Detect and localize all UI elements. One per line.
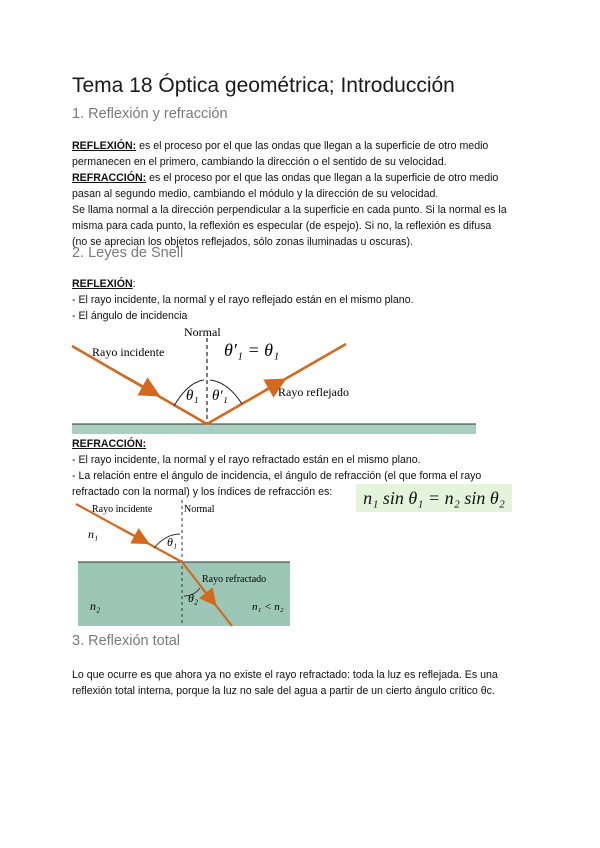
normal-label: Normal — [184, 325, 221, 339]
index-inequality-label: n₁ < n₂ — [252, 601, 284, 613]
reflected-ray-label: Rayo reflejado — [278, 385, 349, 399]
reflexion-definition-line1 — [72, 138, 542, 154]
snell-refraccion-keyword: REFRACCIÓN: — [72, 438, 147, 450]
section1-body — [72, 138, 542, 250]
theta1-prime-label: θ′₁ — [212, 388, 228, 404]
reflexion-law-item2: - El ángulo de incidencia — [72, 310, 188, 322]
reflection-figure — [64, 324, 484, 436]
medium-2 — [78, 562, 290, 626]
normal-definition-line3: (no se aprecian los objetos reflejados, sólo zonas iluminadas u oscuras). — [72, 236, 413, 248]
page-title: Tema 18 Óptica geométrica; Introducción — [72, 74, 455, 97]
refraccion-definition-line1 — [72, 170, 542, 186]
reflexion-total-line2: reflexión total interna, porque la luz no sale del agua a partir de un cierto ángulo crítico θc. — [72, 685, 495, 697]
refraccion-text: es el proceso por el que las ondas que llegan a la superficie de otro medio — [146, 172, 499, 184]
theta1-label: θ₁ — [167, 535, 178, 549]
refraction-figure — [72, 498, 290, 628]
reflexion-law-item1: - El rayo incidente, la normal y el rayo reflejado están en el mismo plano. — [72, 294, 414, 306]
reflexion-text: es el proceso por el que las ondas que llegan a la superficie de otro medio — [136, 140, 489, 152]
section3-body — [72, 667, 542, 699]
normal-definition-line1: Se llama normal a la dirección perpendicular a la superficie en cada punto. Si la normal es la — [72, 204, 507, 216]
snell-refraccion-title — [72, 436, 542, 452]
refraccion-keyword: REFRACCIÓN: — [72, 172, 147, 184]
snell-reflexion-block — [72, 276, 542, 324]
snell-reflexion-title — [72, 276, 542, 292]
reflection-equation: θ′₁ = θ₁ — [224, 340, 280, 360]
n1-label: n₁ — [88, 527, 99, 541]
incident-ray-label: Rayo incidente — [92, 345, 165, 359]
reflexion-total-line1: Lo que ocurre es que ahora ya no existe el rayo refractado: toda la luz es reflejada. Es una — [72, 669, 498, 681]
refracted-ray-label: Rayo refractado — [202, 574, 267, 585]
normal-label: Normal — [184, 504, 215, 515]
reflexion-keyword: REFLEXIÓN: — [72, 140, 137, 152]
snell-reflexion-colon: : — [132, 278, 136, 290]
incident-ray-label: Rayo incidente — [92, 504, 153, 515]
refraction-law-item2-line2: refractado con la normal) y los índices de refracción es: — [72, 486, 333, 498]
theta1-label: θ₁ — [186, 388, 199, 404]
section-heading-reflexion-total: 3. Reflexión total — [72, 633, 181, 649]
mirror-surface — [72, 424, 476, 434]
section-heading-reflexion-refraccion: 1. Reflexión y refracción — [72, 106, 228, 122]
section-heading-leyes-snell: 2. Leyes de Snell — [72, 245, 184, 261]
theta2-label: θ₂ — [188, 591, 199, 605]
snell-formula: n₁ sin θ₁ = n₂ sin θ₂ — [356, 484, 512, 512]
reflexion-definition-line2: permanecen en el primero, cambiando la dirección o el sentido de su velocidad. — [72, 156, 447, 168]
snell-reflexion-keyword: REFLEXIÓN — [72, 278, 133, 290]
normal-definition-line2: misma para cada punto, la reflexión es especular (de espejo). Si no, la reflexión es difusa — [72, 220, 492, 232]
refraction-law-item2-line1: - La relación entre el ángulo de incidencia, el ángulo de refracción (el que forma el rayo — [72, 470, 482, 482]
refraction-law-item1: - El rayo incidente, la normal y el rayo refractado están en el mismo plano. — [72, 454, 421, 466]
refraccion-definition-line2: pasan al segundo medio, cambiando el módulo y la dirección de su velocidad. — [72, 188, 439, 200]
n2-label: n₂ — [90, 599, 101, 613]
incident-ray-arrow — [124, 376, 156, 394]
